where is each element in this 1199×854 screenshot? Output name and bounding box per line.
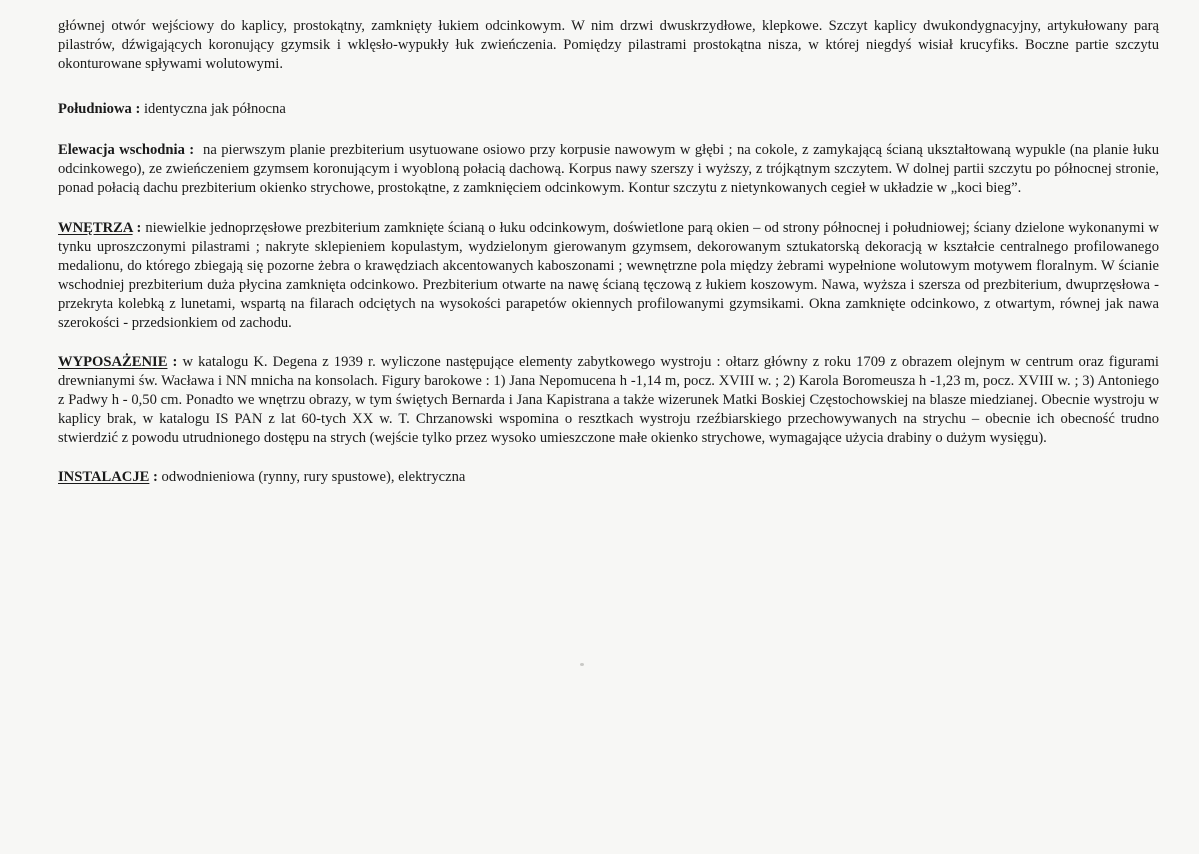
intro-paragraph: głównej otwór wejściowy do kaplicy, prostokątny, zamknięty łukiem odcinkowym. W nim drzwi dwuskrzydłowe, klepkowe. Szczyt kaplicy dwukondygnacyjny, artykułowany parą pilastrów, dźwigających koronujący gzymsik i wklęsło-wypukły łuk zwieńczenia. Pomiędzy pilastrami prostokątna nisza, w której niegdyś wisiał krucyfiks. Boczne partie szczytu okonturowane spływami wolutowymi.: [58, 18, 1159, 72]
east-elevation-heading: Elewacja wschodnia :: [58, 142, 195, 158]
interior-separator: :: [132, 220, 146, 236]
south-elevation-heading: Południowa :: [58, 101, 141, 117]
south-elevation-text: identyczna jak północna: [143, 101, 286, 117]
interior-paragraph: [58, 219, 1159, 333]
interior-text: niewielkie jednoprzęsłowe prezbiterium zamknięte ścianą o łuku odcinkowym, doświetlone parą okien – od strony północnej i południowej; ściany dzielone wykonanymi w tynku uproszczonymi pilastrami ; nakryte sklepieniem kopulastym, wydzielonym gierowanym gzymsem, dekorowanym sztukatorską dekoracją w kształcie centralnego profilowanego medalionu, do którego zbiegają się pozorne żebra o krawędziach akcentowanych kaboszonami ; wewnętrzne pola między żebrami wypełnione wolutowym motywem floralnym. W ścianie wschodniej prezbiterium duża płycina zamknięta odcinkowo. Prezbiterium otwarte na nawę ścianą tęczową z łukiem koszowym. Nawa, wyższa i szersza od prezbiterium, dwuprzęsłowa - przekryta kolebką z lunetami, wspartą na filarach odciętych na wysokości parapetów okiennych profilowanymi gzymsikami. Okna zamknięte odcinkowo, z otwartym, równej jak nawa szerokości - przedsionkiem od zachodu.: [58, 220, 1159, 331]
installations-separator: :: [149, 469, 162, 485]
south-elevation-paragraph: [58, 100, 1159, 119]
installations-text: odwodnieniowa (rynny, rury spustowe), elektryczna: [161, 469, 466, 485]
furnishing-paragraph: [58, 353, 1159, 448]
installations-paragraph: [58, 468, 1159, 487]
east-elevation-text: na pierwszym planie prezbiterium usytuowane osiowo przy korpusie nawowym w głębi ; na cokole, z zamykającą ścianą ukształtowaną wypukle (na planie łuku odcinkowego), ze zwieńczeniem gzymsem koronującym i wyobloną połacią dachową. Korpus nawy szerszy i wyższy, z trójkątnym szczytem. W dolnej partii szczytu po północnej stronie, ponad połacią dachu prezbiterium okienko strychowe, prostokątne, z zamknięciem odcinkowym. Kontur szczytu z nietynkowanych cegieł w układzie w „koci bieg”.: [58, 142, 1159, 196]
furnishing-separator: :: [167, 354, 183, 370]
interior-heading: WNĘTRZA: [58, 220, 133, 236]
scan-speck: [580, 663, 584, 666]
furnishing-text: w katalogu K. Degena z 1939 r. wyliczone następujące elementy zabytkowego wystroju : ołtarz główny z roku 1709 z obrazem olejnym w centrum oraz figurami drewnianymi św. Wacława i NN mnicha na konsolach. Figury barokowe : 1) Jana Nepomucena h -1,14 m, pocz. XVIII w. ; 2) Karola Boromeusza h -1,23 m, pocz. XVIII w. ; 3) Antoniego z Padwy h - 0,50 cm. Ponadto we wnętrzu obrazy, w tym świętych Bernarda i Jana Kapistrana a także wizerunek Matki Boskiej Częstochowskiej na blasze miedzianej. Obecnie wystroju w kaplicy brak, w katalogu IS PAN z lat 60-tych XX w. T. Chrzanowski wspomina o resztkach wystroju rzeźbiarskiego przechowywanych na strychu – obecnie ich obecność trudno stwierdzić z powodu utrudnionego dostępu na strych (wejście tylko przez wysoko umieszczone małe okienko strychowe, wymagające użycia drabiny o dużym wysięgu).: [58, 354, 1159, 446]
furnishing-heading: WYPOSAŻENIE: [58, 354, 168, 370]
east-elevation-paragraph: [58, 141, 1159, 198]
installations-heading: INSTALACJE: [58, 469, 150, 485]
